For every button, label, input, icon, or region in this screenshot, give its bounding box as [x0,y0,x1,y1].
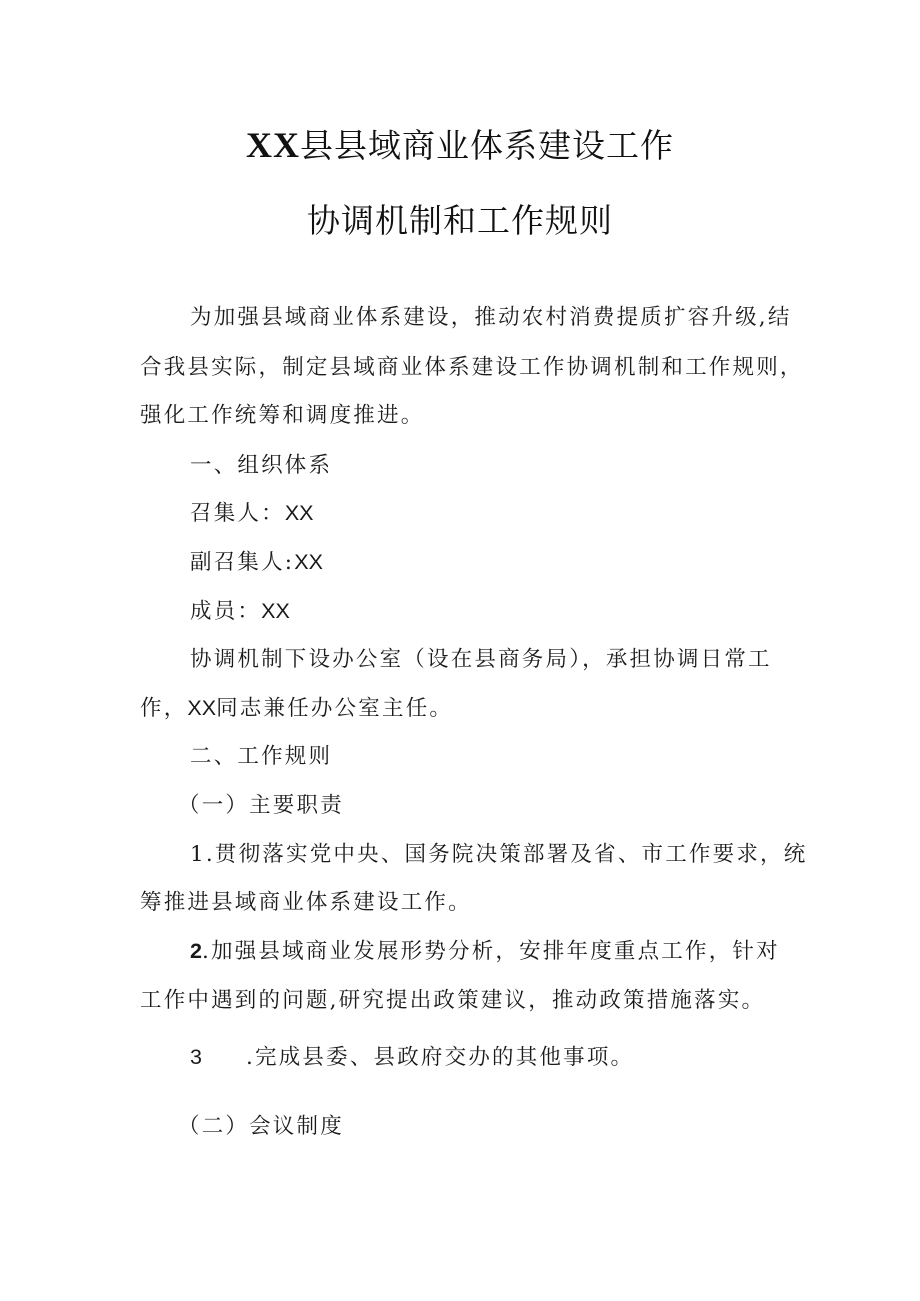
title-xx: XX [246,125,300,165]
convener-label: 召集人： [190,501,285,526]
office-line-2b: 同志兼任办公室主任。 [216,696,454,721]
office-line-1: 协调机制下设办公室（设在县商务局），承担协调日常工 [190,647,772,672]
section2-heading: 二、工作规则 [190,744,333,769]
item3-number: 3 [190,1045,202,1069]
item1-line-2: 筹推进县域商业体系建设工作。 [140,890,472,915]
item3-text: .完成县委、县政府交办的其他事项。 [246,1045,635,1070]
intro-line-3: 强化工作统筹和调度推进。 [140,403,425,428]
office-xx: XX [187,696,217,720]
sub2-heading: （二）会议制度 [178,1114,344,1139]
office-line-2a: 作， [140,696,188,721]
title-line1-rest: 县县域商业体系建设工作 [300,126,674,165]
members-value: XX [261,599,290,623]
deputy-label: 副召集人: [190,550,295,575]
item2-number: 2 [190,939,202,963]
document-title-line1 [0,120,920,167]
deputy-line [190,545,323,576]
deputy-value: XX [294,550,323,574]
members-label: 成员： [190,599,262,624]
item2-line-2: 工作中遇到的问题,研究提出政策建议，推动政策措施落实。 [140,988,766,1013]
document-title-line2: 协调机制和工作规则 [307,201,613,240]
convener-value: XX [284,501,314,525]
intro-line-1: 为加强县域商业体系建设，推动农村消费提质扩容升级,结 [190,305,792,330]
item2-text: .加强县域商业发展形势分析，安排年度重点工作，针对 [201,939,780,964]
item2-line-1 [190,934,780,965]
item1-line-1: 1.贯彻落实党中央、国务院决策部署及省、市工作要求，统 [190,842,808,867]
convener-line [190,496,314,527]
members-line [190,594,290,625]
section1-heading: 一、组织体系 [190,453,333,478]
intro-line-2: 合我县实际，制定县域商业体系建设工作协调机制和工作规则， [140,355,804,380]
sub1-heading: （一）主要职责 [178,793,344,818]
office-line-2 [140,691,453,722]
item3-line [190,1040,634,1071]
